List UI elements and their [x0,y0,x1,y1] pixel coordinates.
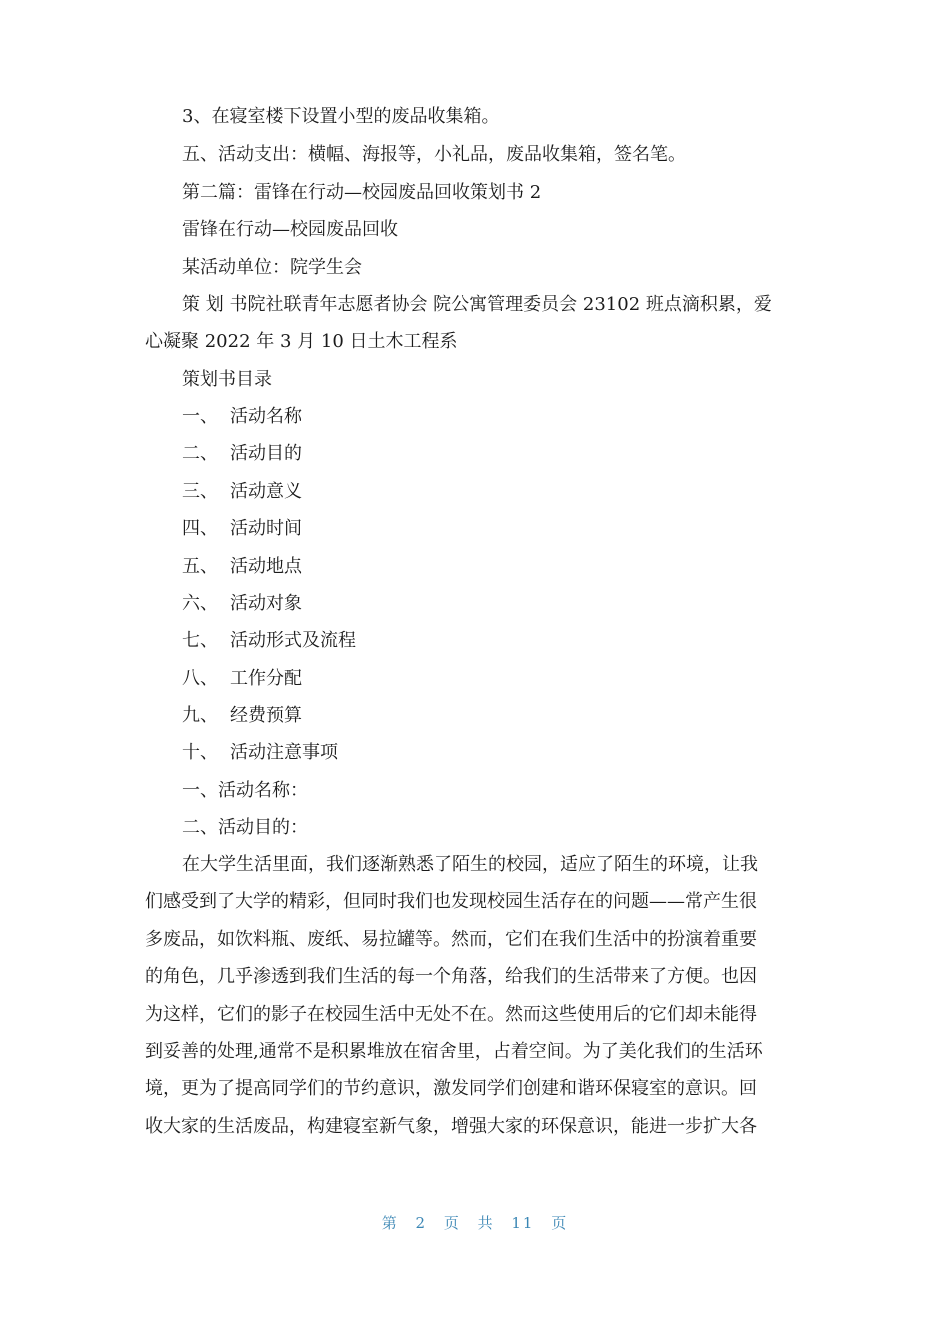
toc-item [182,667,302,691]
toc-number: 五、 [182,556,218,577]
paragraph-line: 境，更为了提高同学们的节约意识，激发同学们创建和谐环保寝室的意识。回 [145,1078,757,1099]
organizer-line: 某活动单位：院学生会 [182,257,362,278]
paragraph-line: 在大学生活里面，我们逐渐熟悉了陌生的校园，适应了陌生的环境，让我 [182,854,758,875]
toc-label: 活动名称 [230,406,302,427]
toc-number: 七、 [182,630,218,651]
document-title: 雷锋在行动—校园废品回收 [182,219,398,240]
paragraph-line: 的角色，几乎渗透到我们生活的每一个角落，给我们的生活带来了方便。也因 [145,966,757,987]
toc-label: 活动形式及流程 [230,630,356,651]
toc-number: 九、 [182,705,218,726]
toc-heading: 策划书目录 [182,369,272,390]
text-line: 3、在寝室楼下设置小型的废品收集箱。 [182,106,500,127]
toc-label: 活动注意事项 [230,742,338,763]
section-heading: 一、活动名称： [182,780,308,801]
toc-number: 六、 [182,593,218,614]
toc-label: 经费预算 [230,705,302,726]
paragraph-line: 收大家的生活废品，构建寝室新气象，增强大家的环保意识，能进一步扩大各 [145,1116,757,1137]
toc-number: 八、 [182,668,218,689]
toc-item [182,704,302,728]
paragraph-line: 到妥善的处理,通常不是积累堆放在宿舍里，占着空间。为了美化我们的生活环 [145,1041,763,1062]
toc-item [182,555,302,579]
toc-label: 活动时间 [230,518,302,539]
toc-number: 一、 [182,406,218,427]
toc-label: 活动地点 [230,556,302,577]
text-line: 策 划 书院社联青年志愿者协会 院公寓管理委员会 23102 班点滴积累，爱 [182,294,772,315]
toc-item [182,629,356,653]
chapter-heading: 第二篇：雷锋在行动—校园废品回收策划书 2 [182,182,542,203]
toc-item [182,741,338,765]
toc-item [182,517,302,541]
text-line: 五、活动支出：横幅、海报等，小礼品，废品收集箱，签名笔。 [182,144,686,165]
section-heading: 二、活动目的： [182,817,308,838]
toc-number: 三、 [182,481,218,502]
page-footer: 第 2 页 共 11 页 [381,1214,569,1232]
toc-number: 十、 [182,742,218,763]
toc-label: 活动对象 [230,593,302,614]
toc-item [182,405,302,429]
toc-label: 活动意义 [230,481,302,502]
paragraph-line: 们感受到了大学的精彩，但同时我们也发现校园生活存在的问题——常产生很 [145,891,757,912]
toc-label: 工作分配 [230,668,302,689]
toc-label: 活动目的 [230,443,302,464]
toc-item [182,592,302,616]
toc-item [182,442,302,466]
toc-item [182,480,302,504]
paragraph-line: 多废品，如饮料瓶、废纸、易拉罐等。然而，它们在我们生活中的扮演着重要 [145,929,757,950]
toc-number: 四、 [182,518,218,539]
paragraph-line: 为这样，它们的影子在校园生活中无处不在。然而这些使用后的它们却未能得 [145,1004,757,1025]
toc-number: 二、 [182,443,218,464]
text-line: 心凝聚 2022 年 3 月 10 日土木工程系 [145,331,458,352]
